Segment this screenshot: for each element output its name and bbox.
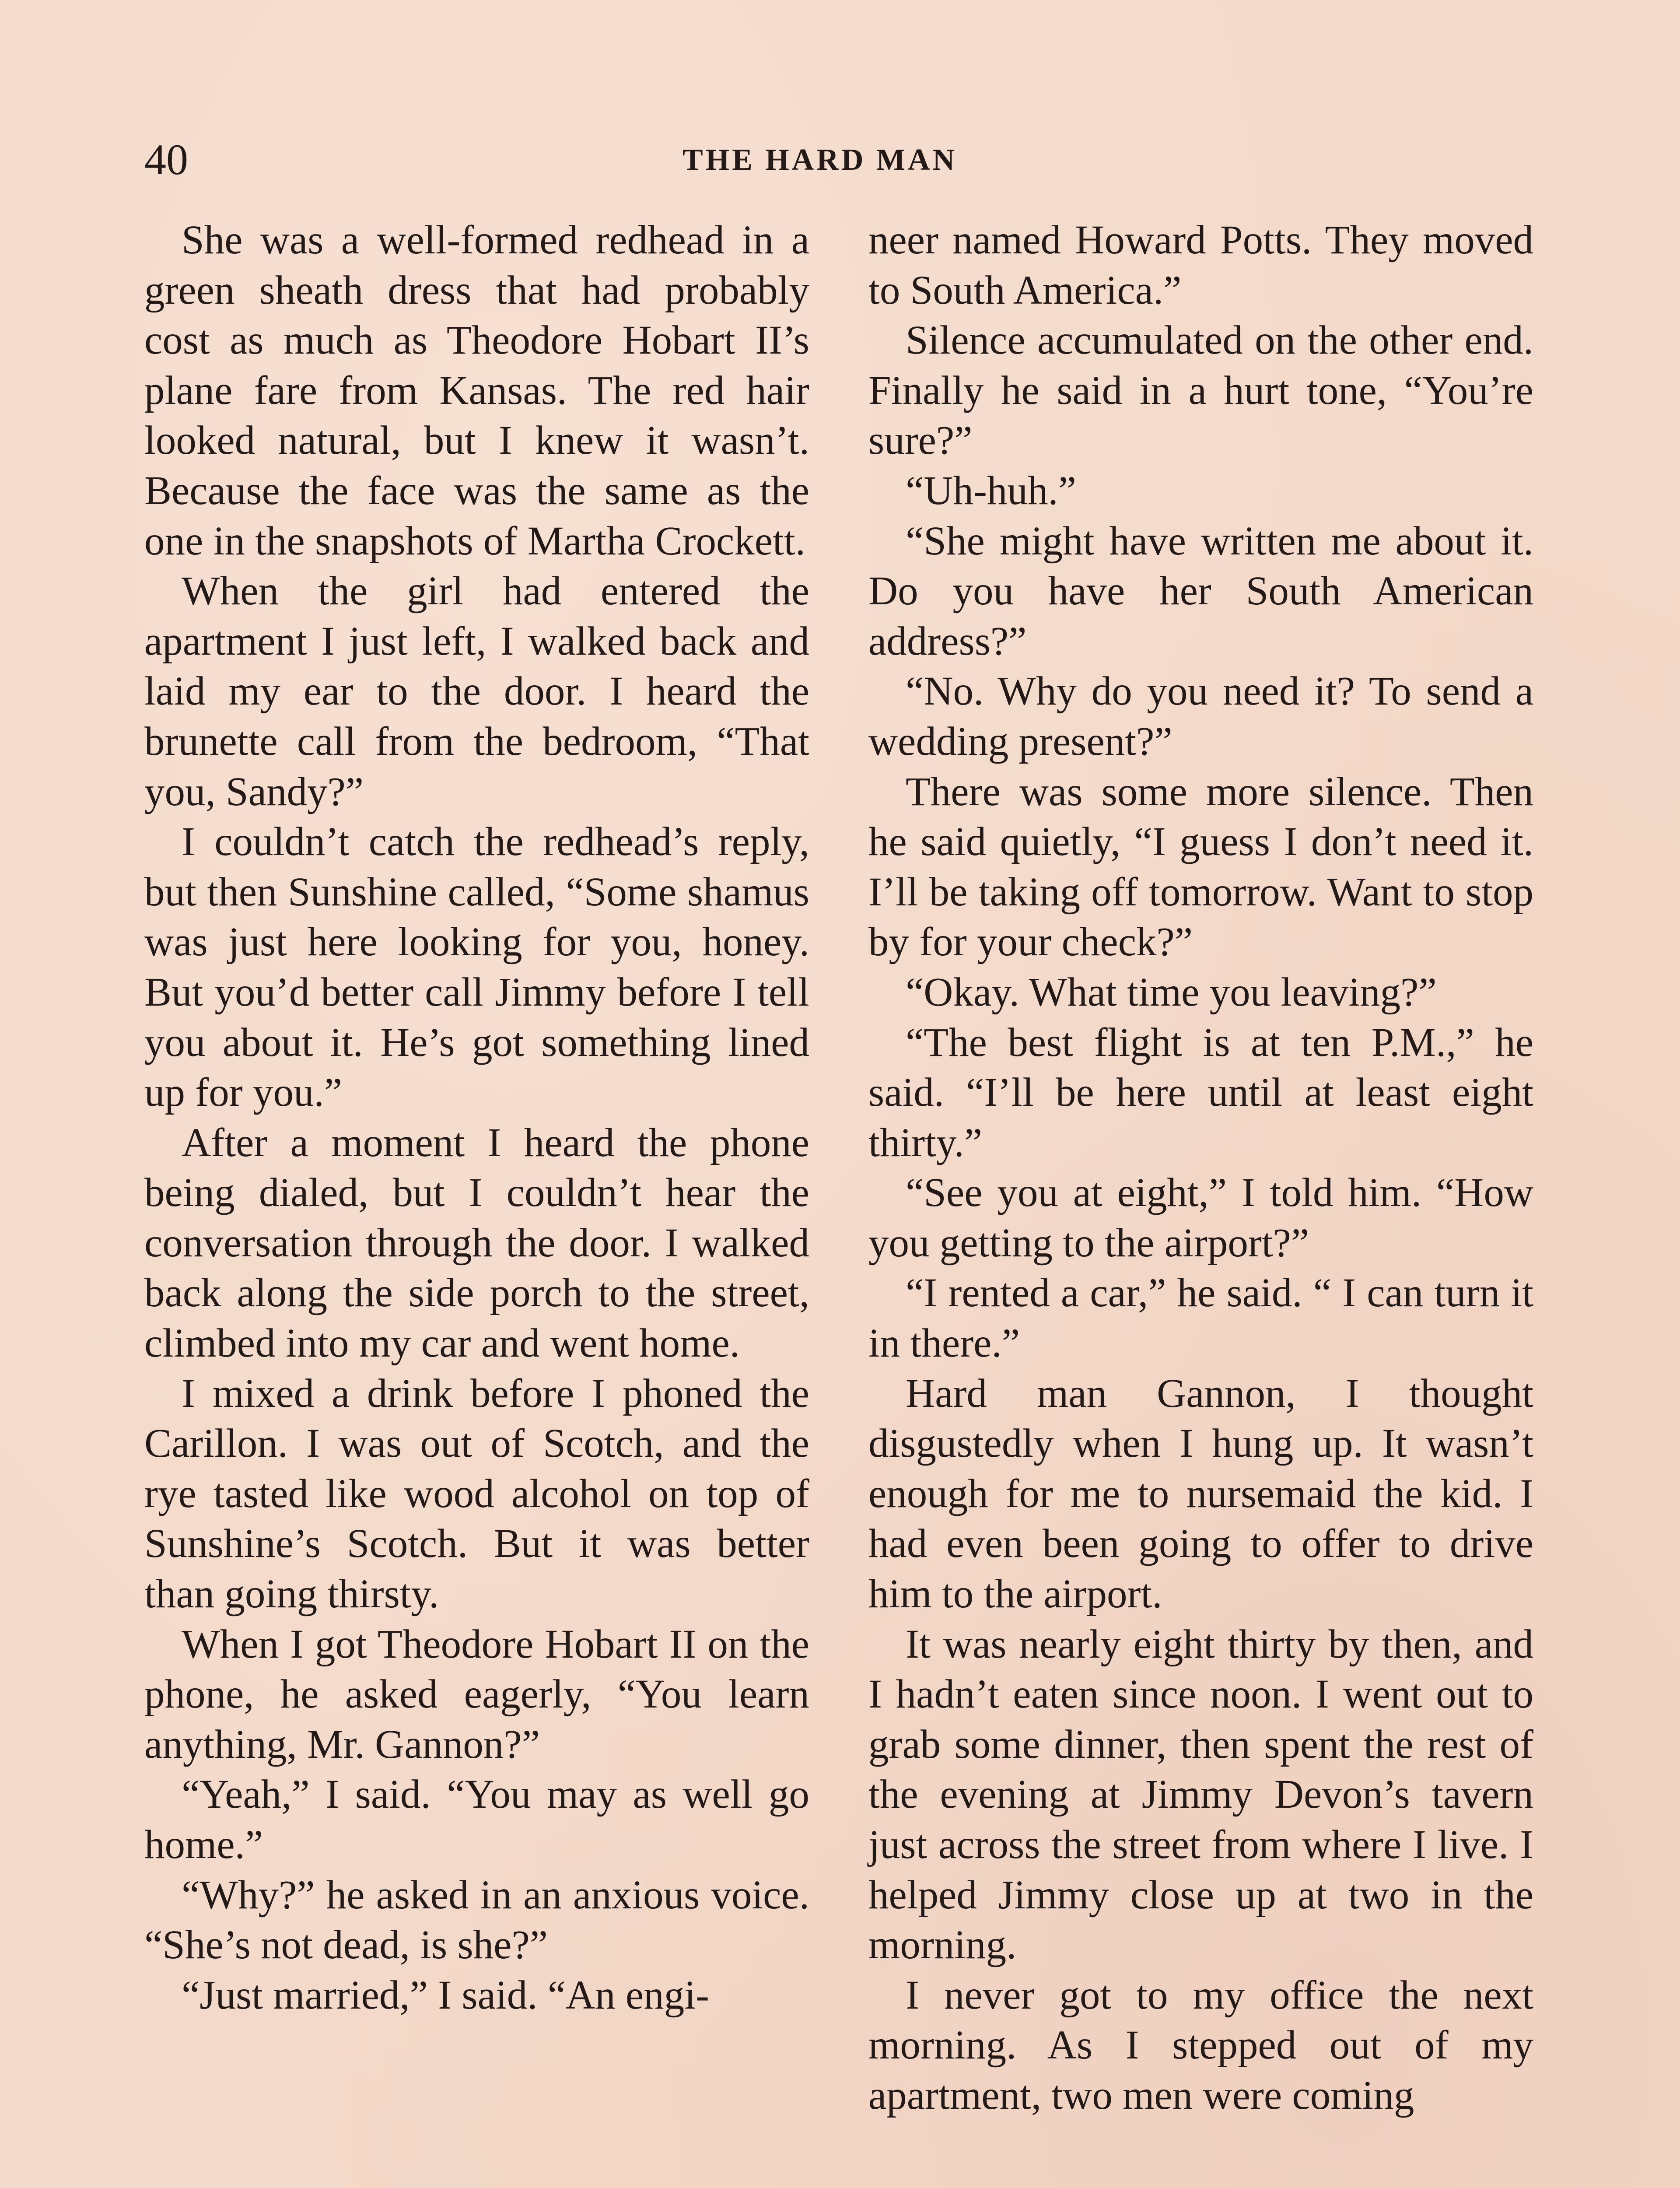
paragraph: When the girl had entered the apartment I just left, I walked back and laid my ear to the door. I heard the brunette call from the bedroom, “That you, Sandy?” xyxy=(144,568,809,814)
paragraph: “Okay. What time you leaving?” xyxy=(906,969,1437,1015)
page-number: 40 xyxy=(144,135,188,184)
paragraph: There was some more silence. Then he said quietly, “I guess I don’t need it. I’ll be taking off tomorrow. Want to stop by for your check?” xyxy=(868,769,1533,965)
paragraph: “No. Why do you need it? To send a wedding present?” xyxy=(868,669,1533,764)
running-title: THE HARD MAN xyxy=(682,143,958,177)
paragraph: “Yeah,” I said. “You may as well go home.” xyxy=(144,1772,809,1867)
paragraph: “I rented a car,” he said. “ I can turn it in there.” xyxy=(868,1270,1533,1366)
left-text-column xyxy=(144,215,809,2020)
paragraph: “She might have written me about it. Do you have her South American address?” xyxy=(868,518,1533,664)
paragraph: “Why?” he asked in an anxious voice. “She’s not dead, is she?” xyxy=(144,1872,809,1968)
paragraph: I couldn’t catch the redhead’s reply, but then Sunshine called, “Some shamus was just here looking for you, honey. But you’d better call Jimmy before I tell you about it. He’s got something lined up for you.” xyxy=(144,819,809,1115)
paragraph: Hard man Gannon, I thought disgustedly when I hung up. It wasn’t enough for me to nursemaid the kid. I had even been going to offer to drive him to the airport. xyxy=(868,1371,1533,1617)
paragraph: “See you at eight,” I told him. “How you getting to the airport?” xyxy=(868,1170,1533,1266)
paragraph: I mixed a drink before I phoned the Carillon. I was out of Scotch, and the rye tasted like wood alcohol on top of Sunshine’s Scotch. But it was better than going thirsty. xyxy=(144,1371,809,1617)
paragraph: I never got to my office the next morning. As I stepped out of my apartment, two men were coming xyxy=(868,1972,1533,2118)
paragraph: It was nearly eight thirty by then, and I hadn’t eaten since noon. I went out to grab some dinner, then spent the rest of the evening at Jimmy Devon’s tavern just across the street from where I live. I helped Jimmy close up at two in the morning. xyxy=(868,1621,1533,1968)
paragraph: “Just married,” I said. “An engi- xyxy=(182,1972,710,2018)
paragraph: neer named Howard Potts. They moved to South America.” xyxy=(868,217,1533,313)
paragraph: She was a well-formed redhead in a green sheath dress that had probably cost as much as Theodore Hobart II’s plane fare from Kansas. The red hair looked natural, but I knew it wasn’t. Because the face was the same as the one in the snapshots of Martha Crockett. xyxy=(144,217,809,564)
page-header xyxy=(144,131,1536,193)
paragraph: After a moment I heard the phone being dialed, but I couldn’t hear the conversation through the door. I walked back along the side porch to the street, climbed into my car and went home. xyxy=(144,1120,809,1366)
paragraph: “The best flight is at ten P.M.,” he said. “I’ll be here until at least eight thirty.” xyxy=(868,1020,1533,1165)
paragraph: “Uh-huh.” xyxy=(906,468,1076,513)
paragraph: When I got Theodore Hobart II on the phone, he asked eagerly, “You learn anything, Mr. Gannon?” xyxy=(144,1621,809,1767)
right-text-column xyxy=(868,215,1533,2121)
paragraph: Silence accumulated on the other end. Finally he said in a hurt tone, “You’re sure?” xyxy=(868,318,1533,463)
